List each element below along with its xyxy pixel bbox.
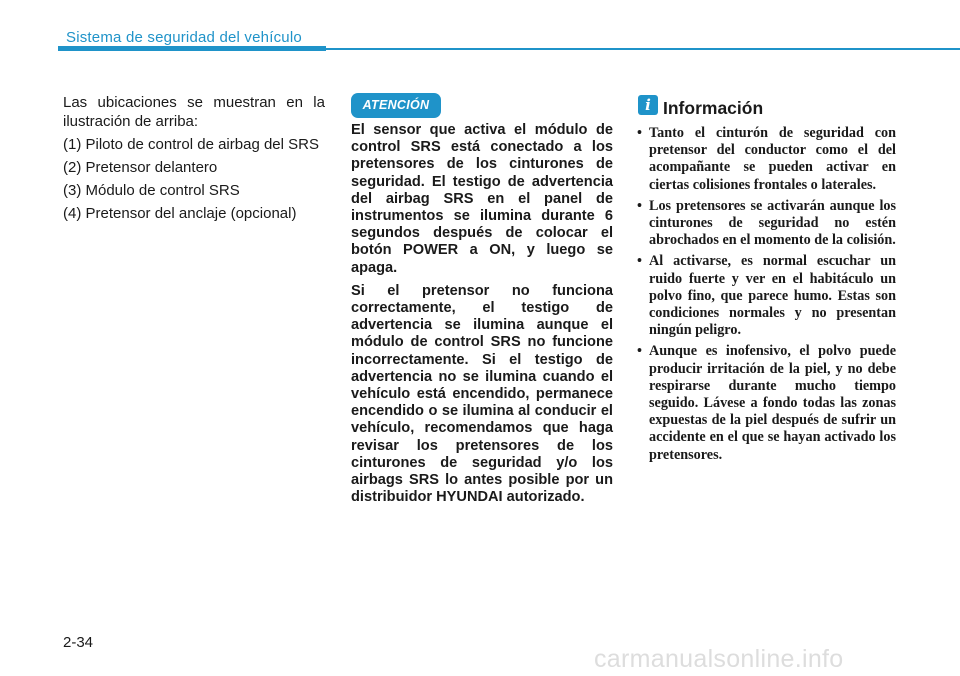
location-item: (3) Módulo de control SRS	[63, 182, 240, 199]
information-column	[637, 125, 896, 468]
header-rule	[326, 48, 960, 50]
watermark: carmanualsonline.info	[594, 645, 844, 673]
header-accent-bar	[58, 46, 326, 51]
bullet-text: Los pretensores se activarán aunque los cinturones de seguridad no estén abrochados en el momento de la colisión.	[649, 197, 896, 249]
information-bullet	[637, 253, 896, 339]
warning-paragraph: Si el pretensor no funciona correctamente, el testigo de advertencia se ilumina aunque el módulo de control SRS no funcione incorrectamente. Si el testigo de advertencia no se ilumina cuando el vehículo está encendido, permanece encendido o se ilumina al conducir el vehículo, recomendamos que haga revisar los pretensores de los cinturones de seguridad y/o los airbags SRS lo antes posible por un distribuidor HYUNDAI autorizado.	[351, 282, 613, 506]
information-bullet	[637, 343, 896, 463]
bullet-text: Al activarse, es normal escuchar un ruido fuerte y ver en el habitáculo un polvo fino, que parece humo. Estas son condiciones normales y no presentan ningún peligro.	[649, 253, 896, 339]
information-bullet	[637, 198, 896, 250]
bullet-text: Tanto el cinturón de seguridad con pretensor del conductor como el del acompañante se pueden activar en ciertas colisiones frontales o laterales.	[649, 125, 896, 193]
warning-badge: ATENCIÓN	[351, 93, 441, 118]
info-icon: i	[638, 95, 658, 115]
section-title: Sistema de seguridad del vehículo	[66, 29, 302, 46]
location-item: (4) Pretensor del anclaje (opcional)	[63, 205, 297, 222]
bullet-dot: •	[637, 125, 642, 141]
bullet-dot: •	[637, 197, 642, 214]
warning-column	[351, 122, 613, 512]
bullet-text: Aunque es inofensivo, el polvo puede producir irritación de la piel, y no debe respirarse durante mucho tiempo seguido. Lávese a fondo todas las zonas expuestas de la piel después de sufrir un accidente en el que se hayan activado los pretensores.	[649, 343, 896, 463]
bullet-dot: •	[637, 343, 642, 360]
information-bullet	[637, 125, 896, 194]
warning-paragraph: El sensor que activa el módulo de control SRS está conectado a los pretensores de los cinturones de seguridad. El testigo de advertencia del airbag SRS en el panel de instrumentos se ilumina durante 6 segundos después de colocar el botón POWER a ON, y luego se apaga.	[351, 122, 613, 276]
location-item: (1) Piloto de control de airbag del SRS	[63, 136, 319, 153]
page-number: 2-34	[63, 634, 94, 651]
information-title: Información	[663, 98, 764, 118]
locations-intro: Las ubicaciones se muestran en la ilustración de arriba:	[63, 94, 325, 130]
location-item: (2) Pretensor delantero	[63, 159, 218, 176]
bullet-dot: •	[637, 253, 642, 270]
locations-column	[63, 93, 325, 227]
